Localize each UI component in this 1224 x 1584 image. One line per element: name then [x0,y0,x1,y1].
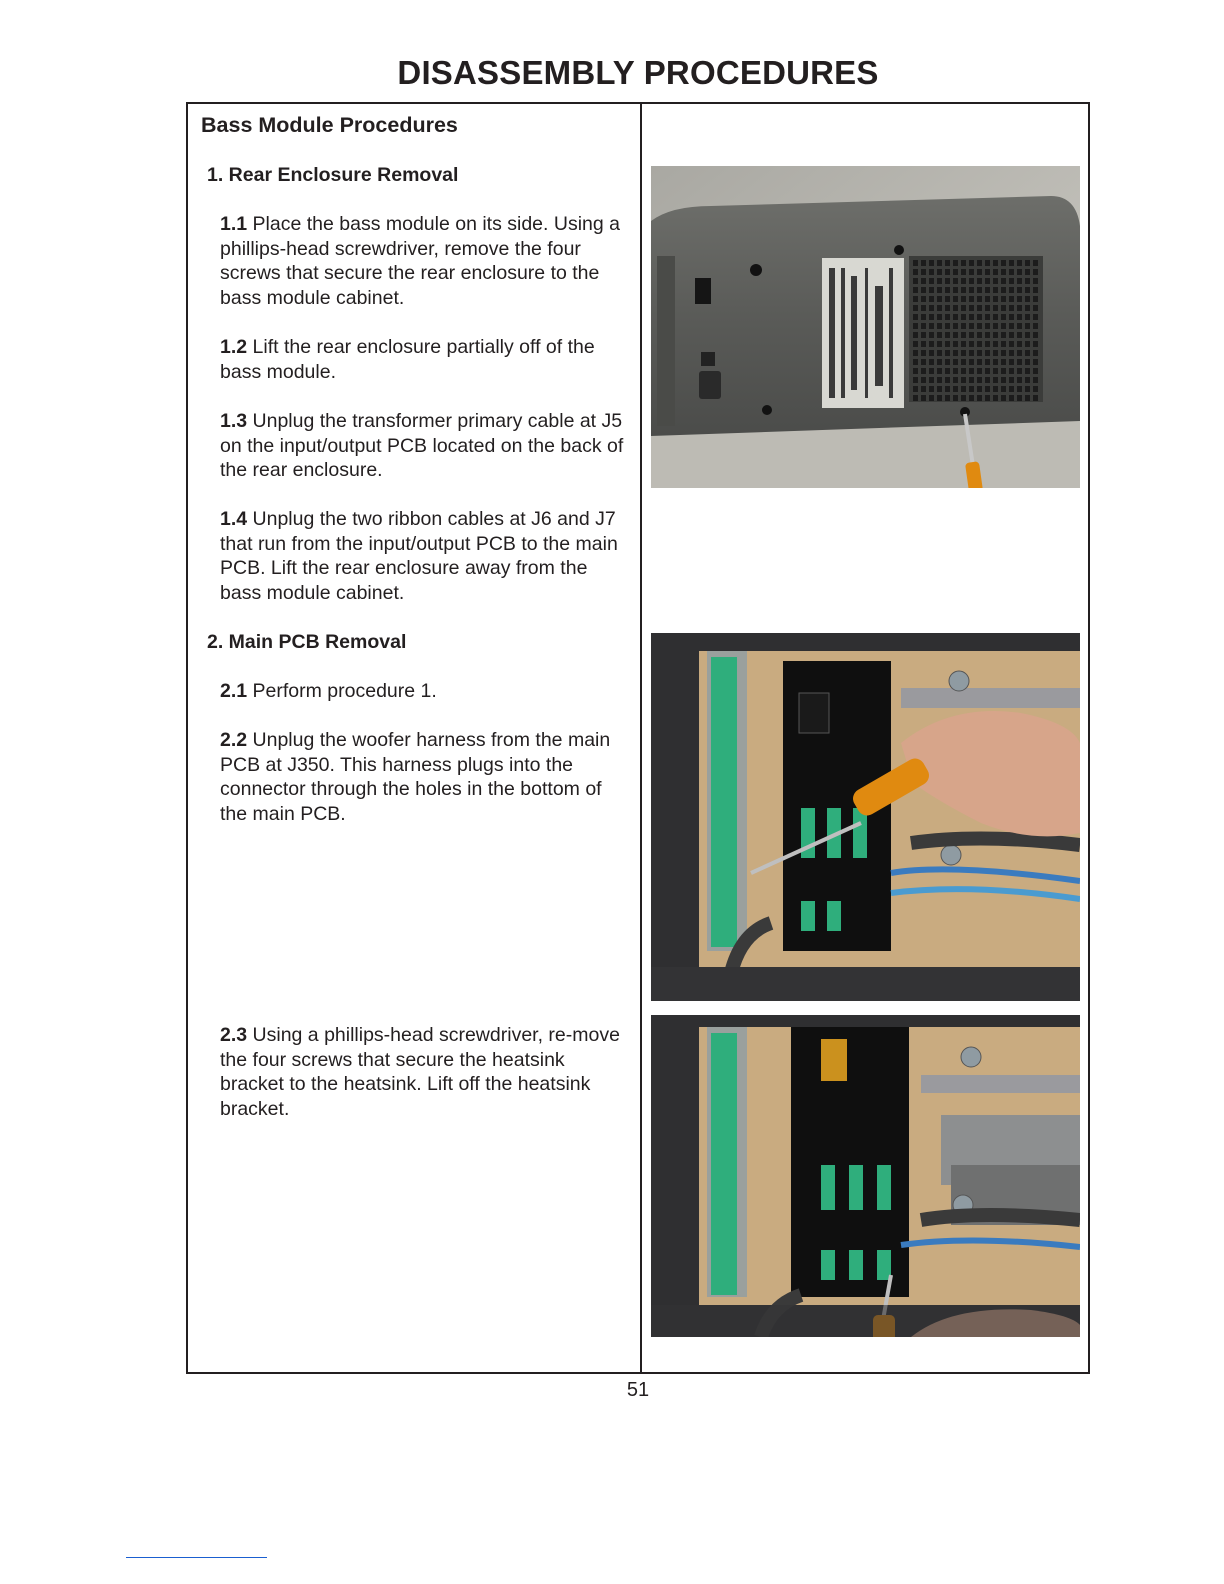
heatsink-bracket-illustration [651,1015,1080,1337]
procedure-title-rear-enclosure: 1. Rear Enclosure Removal [207,164,459,186]
step-number: 2.3 [220,1024,248,1046]
step-number: 2.2 [220,729,248,751]
photo-rear-enclosure-screws [651,166,1080,488]
main-pcb-illustration [651,633,1080,1001]
step-number: 1.3 [220,410,248,432]
procedure-table [186,102,1090,1374]
step-2-3 [220,1023,630,1121]
step-number: 1.4 [220,508,248,530]
footer-link-underline [126,1557,267,1558]
step-1-4 [220,507,630,605]
step-text: Unplug the woofer harness from the main PCB at J350. This harness plugs into the connector through the holes in the bottom of the main PCB. [220,729,611,825]
speaker-grille [909,256,1043,402]
step-number: 2.1 [220,680,248,702]
step-1-3 [220,409,630,483]
step-text: Using a phillips-head screwdriver, re-move the four screws that secure the heatsink bracket to the heatsink. Lift off the heatsink bracket. [220,1024,620,1120]
photo-woofer-harness [651,633,1080,1001]
bass-module-rear-illustration [651,166,1080,488]
procedure-title-main-pcb: 2. Main PCB Removal [207,631,407,653]
step-2-1 [220,679,630,704]
step-number: 1.1 [220,213,248,235]
step-1-1 [220,212,630,310]
column-divider [640,104,642,1372]
photo-heatsink-bracket [651,1015,1080,1337]
section-title: Bass Module Procedures [201,113,458,137]
step-2-2 [220,728,630,826]
step-text: Unplug the two ribbon cables at J6 and J7 that run from the input/output PCB to the main PCB. Lift the rear enclosure away from the bass module cabinet. [220,508,618,604]
page-number: 51 [626,1379,650,1401]
step-text: Place the bass module on its side. Using a phillips-head screwdriver, remove the four screws that secure the rear enclosure to the bass module cabinet. [220,213,620,309]
step-text: Perform procedure 1. [252,680,437,702]
step-number: 1.2 [220,336,248,358]
step-text: Lift the rear enclosure partially off of the bass module. [220,336,595,383]
step-text: Unplug the transformer primary cable at J5 on the input/output PCB located on the back of the rear enclosure. [220,410,624,482]
page-title: DISASSEMBLY PROCEDURES [397,54,879,91]
step-1-2 [220,335,630,384]
